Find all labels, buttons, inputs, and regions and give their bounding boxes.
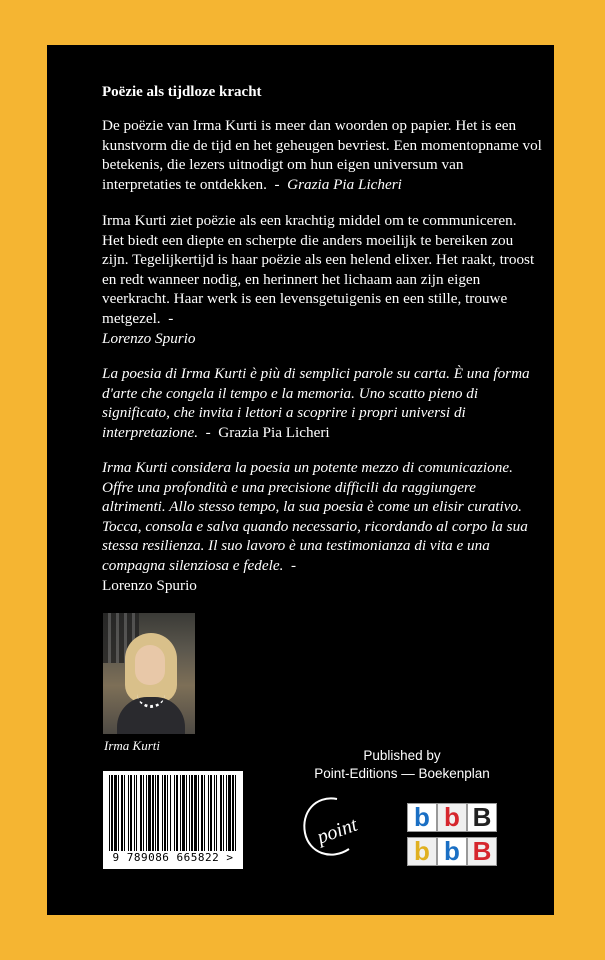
barcode-bar — [194, 775, 197, 851]
barcode-bar — [201, 775, 203, 851]
separator: - — [168, 309, 174, 327]
isbn-barcode — [103, 771, 243, 869]
barcode-bar — [118, 775, 119, 851]
barcode-bar — [235, 775, 236, 851]
barcode-bar — [180, 775, 181, 851]
barcode-bar — [121, 775, 123, 851]
barcode-bar — [232, 775, 234, 851]
barcode-bar — [167, 775, 168, 851]
barcode-bar — [226, 775, 227, 851]
barcode-bar — [216, 775, 217, 851]
logo-letter-tile: b — [437, 803, 467, 832]
barcode-bar — [170, 775, 171, 851]
publisher-info — [292, 747, 512, 783]
barcode-bar — [204, 775, 205, 851]
section-heading: Poëzie als tijdloze kracht — [102, 84, 262, 100]
barcode-bar — [164, 775, 166, 851]
barcode-bar — [114, 775, 117, 851]
barcode-bar — [220, 775, 222, 851]
separator: - — [290, 556, 297, 574]
quote-text: De poëzie van Irma Kurti is meer dan woorden op papier. Het is een kunstvorm die de tijd en het geheugen bevriest. Een momentopname vol betekenis, die lezers uitnodigt om hun eigen universum van interpretaties te ontdekken. — [102, 117, 542, 193]
quote-attribution: Grazia Pia Licheri — [287, 175, 402, 193]
photo-caption: Irma Kurti — [104, 738, 160, 753]
barcode-bar — [191, 775, 193, 851]
quote-italian-2 — [102, 458, 542, 595]
logo-letter-tile: b — [407, 837, 437, 866]
barcode-bar — [214, 775, 215, 851]
barcode-bar — [134, 775, 135, 851]
barcode-bar — [143, 775, 144, 851]
author-photo — [103, 613, 195, 734]
barcode-bar — [152, 775, 154, 851]
barcode-bar — [157, 775, 159, 851]
back-cover — [47, 45, 554, 915]
logo-letter-tile: b — [407, 803, 437, 832]
quote-text: La poesia di Irma Kurti è più di semplici parole su carta. È una forma d'arte che congela il tempo e la memoria. Uno scatto pieno di significato, che invita i lettori a scoprire i propri universi di interpretazione. — [102, 365, 530, 441]
barcode-bar — [162, 775, 163, 851]
point-logo-text: point — [314, 813, 361, 849]
barcode-bar — [176, 775, 178, 851]
logo-letter-tile: b — [437, 837, 467, 866]
quote-attribution: Grazia Pia Licheri — [218, 423, 330, 441]
barcode-bar — [223, 775, 224, 851]
barcode-bar — [210, 775, 212, 851]
barcode-bar — [109, 775, 110, 851]
logo-letter-tile: B — [467, 803, 497, 832]
quote-italian-1 — [102, 364, 542, 442]
barcode-bar — [124, 775, 125, 851]
barcode-bar — [189, 775, 190, 851]
logo-letter-tile: B — [467, 837, 497, 866]
quote-dutch-2 — [102, 211, 542, 348]
barcode-bar — [146, 775, 147, 851]
barcode-bar — [155, 775, 156, 851]
quote-text: Irma Kurti ziet poëzie als een krachtig middel om te communiceren. Het biedt een diepte en scherpte die anders moeilijk te bereiken zou zijn. Tegelijkertijd is haar poëzie als een helend elixer. Het raakt, troost en redt wanneer nodig, en herinnert het lichaam aan zijn eigen veerkracht. Haar werk is een levensgetuigenis en een stille, trouwe metgezel. — [102, 212, 535, 327]
published-by-label: Published by — [363, 748, 441, 763]
boekenplan-logo — [407, 803, 497, 867]
barcode-bar — [174, 775, 175, 851]
barcode-bar — [140, 775, 142, 851]
quote-attribution: Lorenzo Spurio — [102, 576, 197, 594]
barcode-bar — [136, 775, 137, 851]
quote-dutch-1 — [102, 116, 542, 194]
barcode-bar — [228, 775, 231, 851]
barcode-bars — [109, 775, 237, 851]
publisher-names: Point-Editions — Boekenplan — [314, 766, 490, 781]
barcode-bar — [208, 775, 209, 851]
barcode-bar — [130, 775, 132, 851]
separator: - — [274, 175, 280, 193]
barcode-bar — [111, 775, 113, 851]
barcode-bar — [128, 775, 129, 851]
quote-attribution: Lorenzo Spurio — [102, 329, 196, 347]
barcode-bar — [148, 775, 151, 851]
point-editions-logo — [297, 793, 367, 863]
barcode-bar — [182, 775, 185, 851]
quote-text: Irma Kurti considera la poesia un potente mezzo di comunicazione. Offre una profondità e una precisione difficili da raggiungere altrimenti. Allo stesso tempo, la sua poesia è come un elisir curativo. Tocca, consola e salva quando necessario, ricordando al corpo la sua stessa resilienza. Il suo lavoro è una testimonianza di vita e una compagna silenziosa e fedele. — [102, 459, 528, 574]
barcode-digits: 9 789086 665822 > — [112, 851, 234, 864]
barcode-bar — [186, 775, 187, 851]
separator: - — [205, 423, 211, 441]
barcode-bar — [198, 775, 199, 851]
